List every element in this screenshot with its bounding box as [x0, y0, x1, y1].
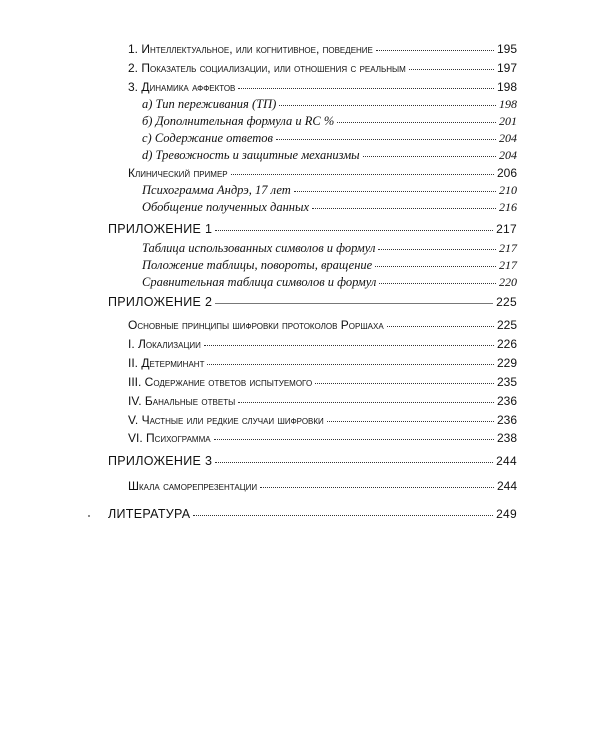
toc-entry-title: III. Содержание ответов испытуемого	[128, 375, 313, 389]
toc-entry-title: 2. Показатель социализации, или отношения с реальным	[128, 61, 406, 75]
toc-entry-title: V. Частные или редкие случаи шифровки	[128, 413, 324, 427]
toc-entry-page: 236	[496, 413, 517, 427]
dot-leader	[409, 68, 494, 70]
toc-entry	[142, 183, 517, 198]
toc-entry-page: 195	[496, 42, 517, 56]
toc-entry-title: б) Дополнительная формула и RC %	[142, 114, 335, 128]
dot-leader	[238, 401, 494, 403]
toc-entry-title: Основные принципы шифровки протоколов Роршаха	[128, 318, 384, 332]
toc-entry-page: 204	[499, 131, 517, 145]
dot-leader	[387, 325, 494, 327]
toc-entry-page: 201	[499, 114, 517, 128]
toc-entry-title: Клинический пример	[128, 166, 228, 180]
toc-entry-page: 198	[496, 80, 517, 94]
toc-entry-page: 210	[499, 183, 517, 197]
toc-entry	[128, 166, 517, 181]
toc-entry	[128, 413, 517, 428]
toc-entry-page: 198	[499, 97, 517, 111]
toc-entry-page: 238	[496, 431, 517, 445]
toc-entry	[128, 337, 517, 352]
toc-entry-page: 204	[499, 148, 517, 162]
toc-entry	[128, 42, 517, 57]
dot-leader	[260, 486, 494, 488]
dot-leader	[378, 248, 496, 250]
dot-leader	[327, 420, 494, 422]
toc-entry-page: 217	[499, 258, 517, 272]
toc-entry-page: 206	[496, 166, 517, 180]
toc-entry	[128, 431, 517, 446]
dot-leader	[312, 207, 496, 209]
toc-entry-page: 217	[496, 222, 517, 236]
dot-leader	[379, 282, 496, 284]
dot-leader	[294, 190, 496, 192]
dot-leader	[337, 121, 496, 123]
toc-entry-page: 244	[496, 454, 517, 468]
toc-entry-page: 225	[496, 318, 517, 332]
toc-entry-page: 216	[499, 200, 517, 214]
appendix-1-heading	[108, 222, 517, 237]
toc-entry	[142, 148, 517, 163]
toc-entry	[128, 479, 517, 494]
toc-entry-title: ПРИЛОЖЕНИЕ 1	[108, 222, 213, 236]
dot-leader	[193, 514, 493, 516]
toc-entry-title: d) Тревожность и защитные механизмы	[142, 148, 360, 162]
dot-leader	[215, 229, 493, 231]
toc-entry-page: 220	[499, 275, 517, 289]
appendix-2-heading	[108, 295, 517, 310]
toc-entry-title: Шкала саморепрезентации	[128, 479, 258, 493]
toc-entry-title: Таблица использованных символов и формул	[142, 241, 376, 255]
toc-entry-page: 226	[496, 337, 517, 351]
toc-entry-title: Положение таблицы, повороты, вращение	[142, 258, 373, 272]
toc-entry-title: 1. Интеллектуальное, или когнитивное, поведение	[128, 42, 373, 56]
dot-leader	[214, 438, 494, 440]
toc-entry-page: 217	[499, 241, 517, 255]
toc-entry	[142, 258, 517, 273]
dot-leader	[215, 461, 493, 463]
toc-entry-title: c) Содержание ответов	[142, 131, 273, 145]
toc-entry-title: ПРИЛОЖЕНИЕ 3	[108, 454, 213, 468]
dot-leader	[376, 49, 494, 51]
toc-entry-page: 244	[496, 479, 517, 493]
toc-entry-title: Сравнительная таблица символов и формул	[142, 275, 377, 289]
dot-leader	[207, 363, 494, 365]
dot-leader	[231, 173, 494, 175]
toc-entry	[128, 80, 517, 95]
toc-entry-title: I. Локализации	[128, 337, 201, 351]
dot-leader	[215, 302, 493, 304]
dot-leader	[204, 344, 494, 346]
toc-entry-page: 197	[496, 61, 517, 75]
toc-entry-title: ПРИЛОЖЕНИЕ 2	[108, 295, 213, 309]
dot-leader	[375, 265, 496, 267]
toc-entry	[128, 394, 517, 409]
toc-entry-page: 249	[496, 507, 517, 521]
toc-entry-page: 225	[496, 295, 517, 309]
dot-leader	[315, 382, 494, 384]
toc-entry-title: IV. Банальные ответы	[128, 394, 236, 408]
toc-entry	[142, 97, 517, 112]
toc-entry-page: 236	[496, 394, 517, 408]
toc-entry	[142, 114, 517, 129]
dot-leader	[276, 138, 496, 140]
toc-entry	[142, 275, 517, 290]
toc-entry-title: 3. Динамика аффектов	[128, 80, 236, 94]
toc-entry-title: VI. Психограмма	[128, 431, 211, 445]
appendix-3-heading	[108, 454, 517, 469]
toc-entry-title: ЛИТЕРАТУРА	[108, 507, 191, 521]
toc-entry-title: Психограмма Андрэ, 17 лет	[142, 183, 291, 197]
toc-entry	[128, 318, 517, 333]
dot-leader	[279, 104, 496, 106]
toc-entry	[142, 200, 517, 215]
toc-entry-page: 235	[496, 375, 517, 389]
dot-leader	[363, 155, 496, 157]
toc-entry-page: 229	[496, 356, 517, 370]
toc-entry	[142, 131, 517, 146]
toc-entry	[128, 356, 517, 371]
toc-entry	[128, 61, 517, 76]
toc-entry	[142, 241, 517, 256]
toc-entry-title: II. Детерминант	[128, 356, 205, 370]
toc-entry	[128, 375, 517, 390]
literature-heading	[108, 507, 517, 522]
dot-leader	[238, 87, 494, 89]
toc-entry-title: Обобщение полученных данных	[142, 200, 310, 214]
scan-speck	[88, 515, 90, 517]
toc-entry-title: a) Тип переживания (ТП)	[142, 97, 277, 111]
